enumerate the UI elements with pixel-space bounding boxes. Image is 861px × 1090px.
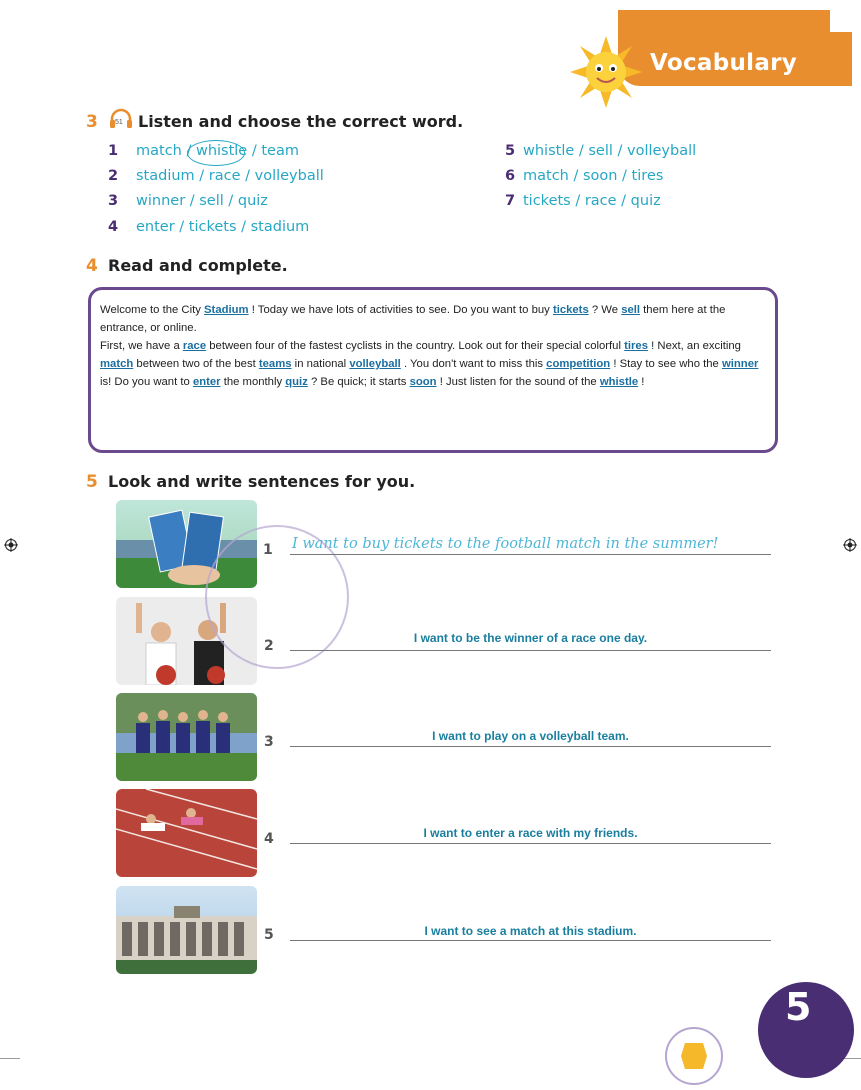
- list-item: [505, 193, 661, 209]
- text-run: is! Do you want to: [100, 376, 193, 388]
- exercise-5-number: 5: [86, 472, 98, 492]
- item-options: match / soon / tires: [523, 168, 664, 184]
- row-number: 5: [264, 927, 274, 943]
- audio-track-number: 51: [115, 119, 123, 126]
- text-run: ? We: [588, 304, 622, 316]
- answer-word: quiz: [285, 376, 308, 388]
- answer-word: soon: [409, 376, 437, 388]
- page-section-title: Vocabulary: [650, 50, 798, 76]
- text-run: ! Next, an exciting: [648, 340, 741, 352]
- text-run: them here at the entrance, or online.: [100, 304, 726, 334]
- exercise-5-title: Look and write sentences for you.: [108, 472, 416, 491]
- answer-word: Stadium: [204, 304, 249, 316]
- list-item: [505, 143, 696, 159]
- exercise-4-title: Read and complete.: [108, 256, 288, 275]
- row-number: 2: [264, 638, 274, 654]
- item-number: 1: [108, 143, 119, 159]
- item-number: 5: [505, 143, 516, 159]
- item-options: stadium / race / volleyball: [136, 168, 324, 184]
- list-item: [505, 168, 663, 184]
- answer-sentence-4: I want to enter a race with my friends.: [423, 826, 638, 840]
- row-number: 1: [263, 542, 273, 558]
- answer-word: sell: [621, 304, 641, 316]
- text-run: between four of the fastest cyclists in the country. Look out for their special colorful: [206, 340, 625, 352]
- row-number: 3: [264, 734, 274, 750]
- text-run: in national: [291, 358, 350, 370]
- registration-mark-icon: [4, 538, 18, 552]
- item-options: tickets / race / quiz: [523, 193, 661, 209]
- writing-line: [290, 843, 771, 844]
- item-options: enter / tickets / stadium: [136, 219, 310, 235]
- text-run: the monthly: [220, 376, 286, 388]
- answer-sentence-1: I want to buy tickets to the football match in the summer!: [292, 536, 719, 552]
- text-run: ! Stay to see who the: [610, 358, 722, 370]
- answer-word: race: [182, 340, 207, 352]
- answer-word: volleyball: [349, 358, 401, 370]
- exercise-4-number: 4: [86, 256, 98, 276]
- answer-word: tickets: [552, 304, 589, 316]
- item-number: 3: [108, 193, 119, 209]
- item-options: match / whistle / team: [136, 143, 299, 159]
- text-run: First, we have a: [100, 340, 183, 352]
- writing-line: [290, 940, 771, 941]
- answer-word: competition: [546, 358, 611, 370]
- answer-sentence-5: I want to see a match at this stadium.: [424, 924, 637, 938]
- crop-mark: [0, 1058, 20, 1059]
- team-photo: [116, 693, 257, 781]
- stadium-photo: [116, 886, 257, 974]
- answer-sentence-3: I want to play on a volleyball team.: [432, 729, 629, 743]
- writing-line: [290, 746, 771, 747]
- registration-mark-icon: [843, 538, 857, 552]
- row-number: 4: [264, 831, 274, 847]
- header-tab-notch: [830, 10, 852, 32]
- item-number: 4: [108, 219, 119, 235]
- list-item: [108, 193, 268, 209]
- page-number: 5: [785, 985, 812, 1029]
- text-run: ! Just listen for the sound of the: [436, 376, 600, 388]
- item-number: 2: [108, 168, 119, 184]
- list-item: [108, 219, 309, 235]
- answer-word: teams: [258, 358, 292, 370]
- answer-word: whistle: [599, 376, 639, 388]
- reading-paragraph-2: [100, 337, 760, 391]
- answer-word: winner: [721, 358, 759, 370]
- answer-word: tires: [624, 340, 648, 352]
- exercise-3-title: Listen and choose the correct word.: [138, 112, 464, 131]
- answer-sentence-2: I want to be the winner of a race one day.: [413, 631, 648, 645]
- item-options: winner / sell / quiz: [136, 193, 268, 209]
- running-track-photo: [116, 789, 257, 877]
- writing-line: [290, 554, 771, 555]
- answer-word: enter: [192, 376, 221, 388]
- item-number: 7: [505, 193, 516, 209]
- text-run: ? Be quick; it starts: [307, 376, 410, 388]
- list-item: [108, 168, 324, 184]
- publisher-logo: [665, 1027, 723, 1085]
- item-number: 6: [505, 168, 516, 184]
- text-run: Welcome to the City: [100, 304, 205, 316]
- answer-circle: [187, 140, 245, 166]
- reading-paragraph-1: [100, 301, 760, 337]
- text-run: . You don't want to miss this: [400, 358, 547, 370]
- answer-word: match: [100, 358, 134, 370]
- sun-mascot-icon: [570, 36, 642, 108]
- text-run: !: [638, 376, 645, 388]
- item-options: whistle / sell / volleyball: [523, 143, 697, 159]
- writing-line: [290, 650, 771, 651]
- exercise-3-number: 3: [86, 112, 98, 132]
- text-run: ! Today we have lots of activities to see. Do you want to buy: [248, 304, 553, 316]
- text-run: between two of the best: [133, 358, 259, 370]
